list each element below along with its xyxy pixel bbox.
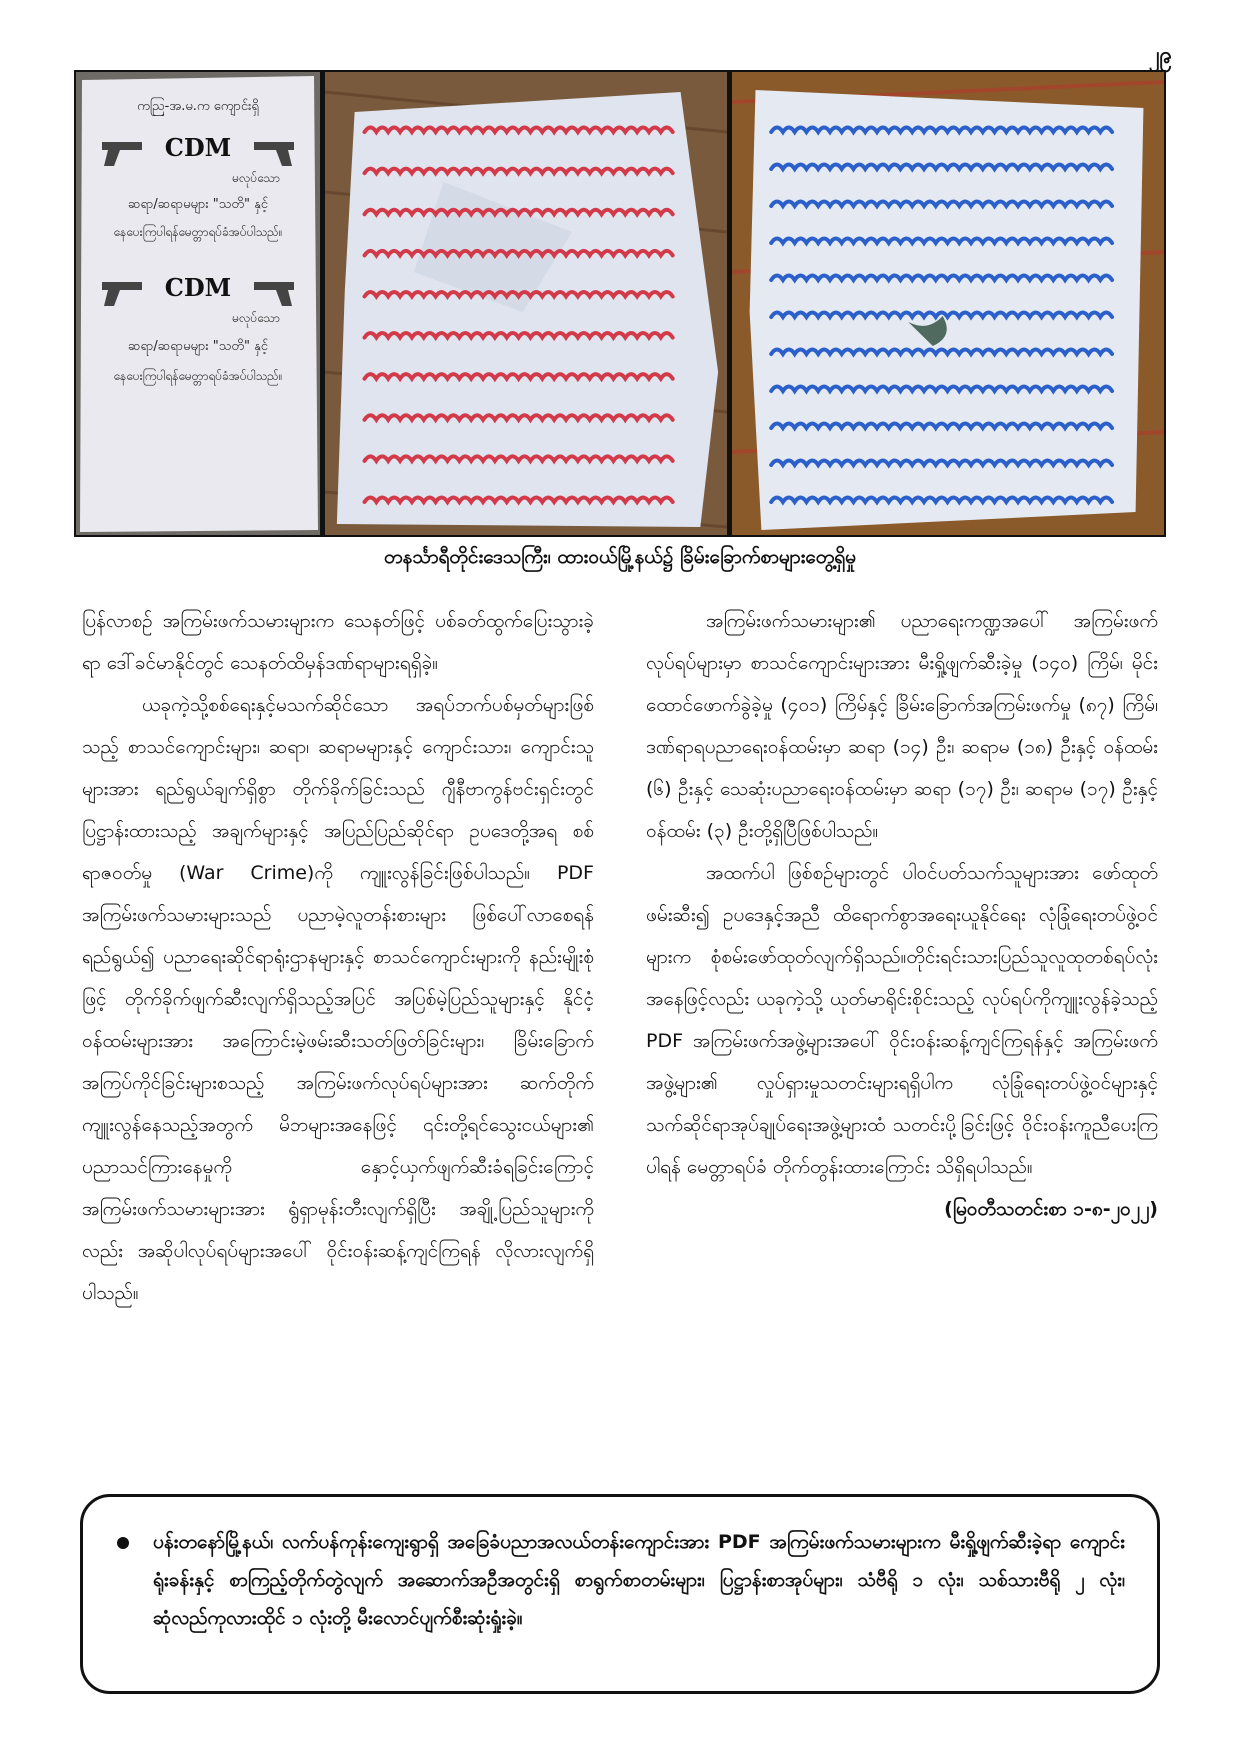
leaflet-line-1a: မလုပ်သော: [232, 171, 280, 185]
leaflet-image: [76, 72, 320, 535]
blue-note-image: [732, 72, 1164, 535]
leaflet-badge-2: CDM: [164, 273, 232, 302]
right-paragraph-1: အကြမ်းဖက်သမားများ၏ ပညာရေးကဏ္ဍအပေါ် အကြမ်းဖက်လုပ်ရပ်များမှာ စာသင်ကျောင်းများအား မီးရှို့ဖျက်ဆီးခဲ့မှု (၁၄၀) ကြိမ်၊ မိုင်းထောင်ဖောက်ခွဲခဲ့မှု (၄၀၁) ကြိမ်နှင့် ခြိမ်းခြောက်အကြမ်းဖက်မှု (၈၇) ကြိမ်၊ ဒဏ်ရာရပညာရေးဝန်ထမ်းမှာ ဆရာ (၁၄) ဦး၊ ဆရာမ (၁၈) ဦးနှင့် ဝန်ထမ်း (၆) ဦးနှင့် သေဆုံးပညာရေးဝန်ထမ်းမှာ ဆရာ (၁၇) ဦး၊ ဆရာမ (၁၇) ဦးနှင့် ဝန်ထမ်း (၃) ဦးတို့ရှိပြီဖြစ်ပါသည်။: [646, 610, 1158, 842]
leaflet-header: ကညြ-အ.မ.က ကျောင်းရှိ: [137, 99, 259, 114]
source-attribution: (မြဝတီသတင်းစာ ၁-၈-၂၀၂၂): [944, 1198, 1158, 1220]
red-note-image: [325, 72, 727, 535]
bullet-icon: [117, 1537, 129, 1549]
notice-text: ပန်းတနော်မြို့နယ်၊ လက်ပန်ကုန်းကျေးရွာရှိ အခြေခံပညာအလယ်တန်းကျောင်းအား PDF အကြမ်းဖက်သမားများက မီးရှို့ဖျက်ဆီးခဲ့ရာ ကျောင်းရုံးခန်းနှင့် စာကြည့်တိုက်တွဲလျက် အဆောက်အဦအတွင်းရှိ စာရွက်စာတမ်းများ၊ ပြဋ္ဌာန်းစာအုပ်များ၊ သံဗီရို ၁ လုံး၊ သစ်သားဗီရို ၂ လုံး၊ ဆုံလည်ကုလားထိုင် ၁ လုံးတို့ မီးလောင်ပျက်စီးဆုံးရှုံးခဲ့။: [153, 1531, 1125, 1629]
photo-caption: တနင်္သာရီတိုင်းဒေသကြီး၊ ထားဝယ်မြို့နယ်၌ ခြိမ်းခြောက်စာများတွေ့ရှိမှု: [384, 546, 856, 568]
right-column: [646, 600, 1158, 1230]
right-paragraph-2: အထက်ပါ ဖြစ်စဉ်များတွင် ပါဝင်ပတ်သက်သူများအား ဖော်ထုတ်ဖမ်းဆီး၍ ဥပဒေနှင့်အညီ ထိရောက်စွာအရေးယူနိုင်ရေး လုံခြုံရေးတပ်ဖွဲ့ဝင်များက စုံစမ်းဖော်ထုတ်လျက်ရှိသည်။တိုင်းရင်းသားပြည်သူလူထုတစ်ရပ်လုံးအနေဖြင့်လည်း ယခုကဲ့သို့ ယုတ်မာရိုင်းစိုင်းသည့် လုပ်ရပ်ကိုကျူးလွန်ခဲ့သည့် PDF အကြမ်းဖက်အဖွဲ့များအပေါ် ဝိုင်းဝန်းဆန့်ကျင်ကြရန်နှင့် အကြမ်းဖက်အဖွဲ့များ၏ လှုပ်ရှားမှုသတင်းများရရှိပါက လုံခြုံရေးတပ်ဖွဲ့ဝင်များနှင့် သက်ဆိုင်ရာအုပ်ချုပ်ရေးအဖွဲ့များထံ သတင်းပို့ခြင်းဖြင့် ဝိုင်းဝန်းကူညီပေးကြပါရန် မေတ္တာရပ်ခံ တိုက်တွန်းထားကြောင်း သိရှိရပါသည်။: [646, 862, 1158, 1178]
left-paragraph-1: ပြန်လာစဉ် အကြမ်းဖက်သမားများက သေနတ်ဖြင့် ပစ်ခတ်ထွက်ပြေးသွားခဲ့ရာ ဒေါ်ခင်မာနိုင်တွင် သေနတ်ထိမှန်ဒဏ်ရာများရရှိခဲ့။: [82, 610, 594, 674]
page-number: ၂၉: [1148, 43, 1172, 68]
leaflet-line-2b: ဆရာ/ဆရာမများ "သတိ" နှင့်: [127, 339, 269, 354]
leaflet-photo: [76, 72, 320, 535]
leaflet-badge-1: CDM: [164, 133, 232, 162]
leaflet-line-1c: နေပေးကြပါရန်မေတ္တာရပ်ခံအပ်ပါသည်။: [113, 225, 283, 239]
leaflet-line-2c: နေပေးကြပါရန်မေတ္တာရပ်ခံအပ်ပါသည်။: [113, 369, 283, 383]
leaflet-line-2a: မလုပ်သော: [232, 311, 280, 325]
notice-box: [80, 1494, 1160, 1694]
left-column: [82, 600, 594, 1314]
leaflet-line-1b: ဆရာ/ဆရာမများ "သတိ" နှင့်: [127, 197, 269, 212]
photo-strip: [74, 70, 1166, 537]
red-note-photo: [320, 72, 727, 535]
blue-note-photo: [727, 72, 1164, 535]
left-paragraph-2: ယခုကဲ့သို့စစ်ရေးနှင့်မသက်ဆိုင်သော အရပ်ဘက်ပစ်မှတ်များဖြစ်သည့် စာသင်ကျောင်းများ၊ ဆရာ၊ ဆရာမများနှင့် ကျောင်းသား၊ ကျောင်းသူများအား ရည်ရွယ်ချက်ရှိစွာ တိုက်ခိုက်ခြင်းသည် ဂျီနီဗာကွန်ဗင်းရှင်းတွင် ပြဋ္ဌာန်းထားသည့် အချက်များနှင့် အပြည်ပြည်ဆိုင်ရာ ဥပဒေတို့အရ စစ်ရာဇဝတ်မှု (War Crime)ကို ကျူးလွန်ခြင်းဖြစ်ပါသည်။ PDF အကြမ်းဖက်သမားများသည် ပညာမဲ့လူတန်းစားများ ဖြစ်ပေါ်လာစေရန် ရည်ရွယ်၍ ပညာရေးဆိုင်ရာရုံးဌာနများနှင့် စာသင်ကျောင်းများကို နည်းမျိုးစုံဖြင့် တိုက်ခိုက်ဖျက်ဆီးလျက်ရှိသည့်အပြင် အပြစ်မဲ့ပြည်သူများနှင့် နိုင်ငံ့ဝန်ထမ်းများအား အကြောင်းမဲ့ဖမ်းဆီးသတ်ဖြတ်ခြင်းများ၊ ခြိမ်းခြောက်အကြပ်ကိုင်ခြင်းများစသည့် အကြမ်းဖက်လုပ်ရပ်များအား ဆက်တိုက်ကျူးလွန်နေသည့်အတွက် မိဘများအနေဖြင့် ၎င်းတို့ရင်သွေးငယ်များ၏ ပညာသင်ကြားနေမှုကို နှောင့်ယှက်ဖျက်ဆီးခံရခြင်းကြောင့် အကြမ်းဖက်သမားများအား ရွံရှာမုန်းတီးလျက်ရှိပြီး အချို့ပြည်သူများကိုလည်း အဆိုပါလုပ်ရပ်များအပေါ် ဝိုင်းဝန်းဆန့်ကျင်ကြရန် လိုလားလျက်ရှိပါသည်။: [82, 694, 594, 1304]
